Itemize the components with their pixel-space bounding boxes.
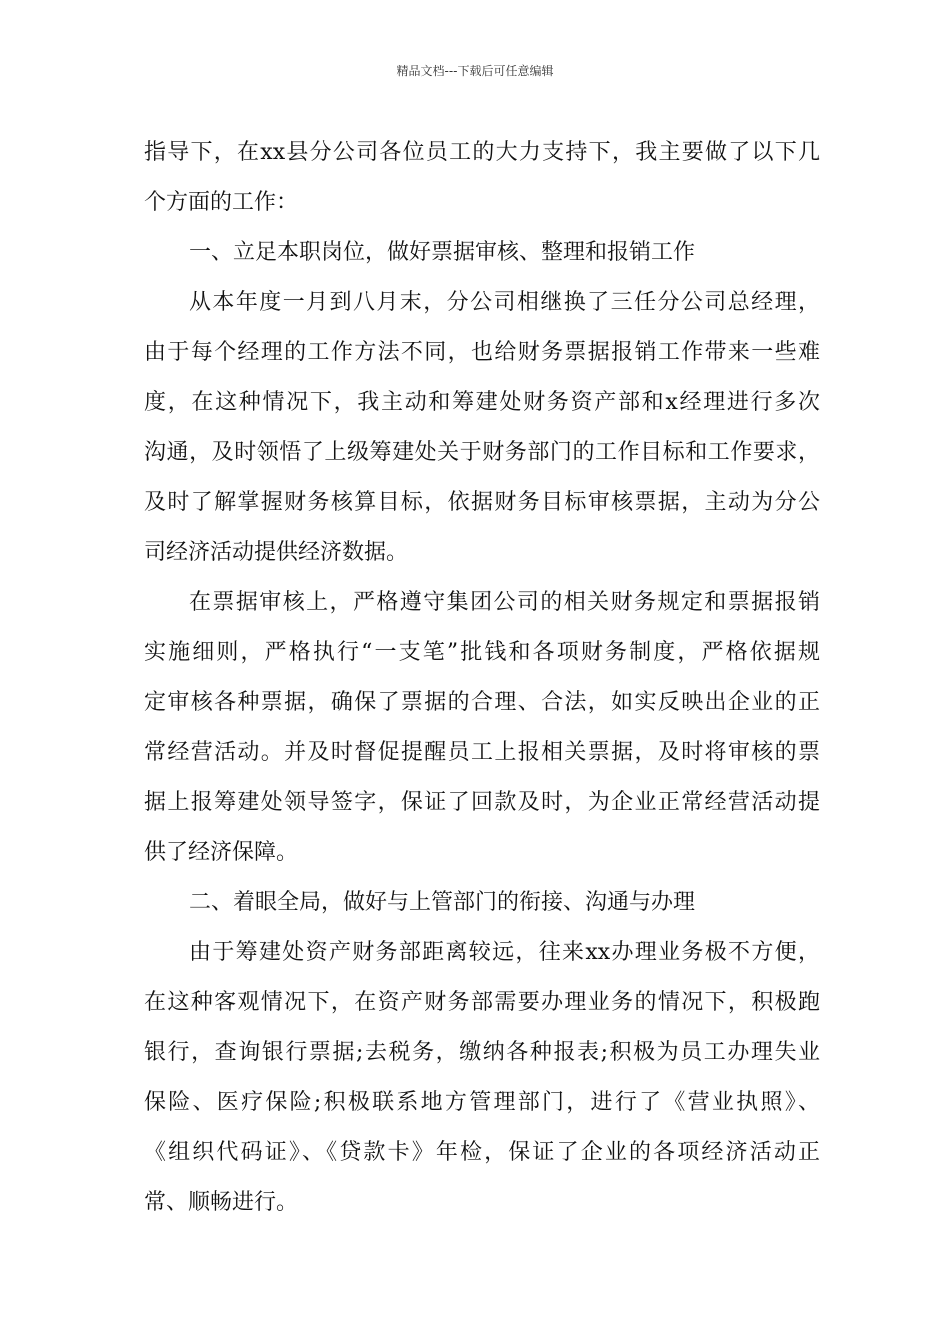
text-line: 由于每个经理的工作方法不同，也给财务票据报销工作带来一些难 bbox=[144, 340, 820, 365]
section-heading: 一、立足本职岗位，做好票据审核、整理和报销工作 bbox=[189, 240, 696, 265]
text-line: 个方面的工作： bbox=[144, 190, 299, 215]
document-body bbox=[144, 128, 820, 1228]
text-line: 司经济活动提供经济数据。 bbox=[144, 540, 409, 565]
text-line: 保险、医疗保险;积极联系地方管理部门，进行了《营业执照》、 bbox=[144, 1090, 820, 1115]
text-line: 常、顺畅进行。 bbox=[144, 1190, 299, 1215]
text-line: 由于筹建处资产财务部距离较远，往来xx办理业务极不方便， bbox=[189, 940, 820, 965]
text-line: 常经营活动。并及时督促提醒员工上报相关票据，及时将审核的票 bbox=[144, 740, 820, 765]
page-header: 精品文档---下载后可任意编辑 bbox=[396, 64, 554, 78]
text-line: 实施细则，严格执行“一支笔”批钱和各项财务制度，严格依据规 bbox=[144, 640, 820, 665]
text-line: 定审核各种票据，确保了票据的合理、合法，如实反映出企业的正 bbox=[144, 690, 820, 715]
text-line: 及时了解掌握财务核算目标，依据财务目标审核票据，主动为分公 bbox=[144, 490, 820, 515]
text-line: 据上报筹建处领导签字，保证了回款及时，为企业正常经营活动提 bbox=[144, 790, 820, 815]
text-line: 在票据审核上，严格遵守集团公司的相关财务规定和票据报销 bbox=[189, 590, 820, 615]
text-line: 从本年度一月到八月末，分公司相继换了三任分公司总经理， bbox=[189, 290, 820, 315]
text-line: 度，在这种情况下，我主动和筹建处财务资产部和x经理进行多次 bbox=[144, 390, 820, 415]
text-line: 指导下，在xx县分公司各位员工的大力支持下，我主要做了以下几 bbox=[144, 140, 820, 165]
section-heading: 二、着眼全局，做好与上管部门的衔接、沟通与办理 bbox=[189, 890, 696, 915]
text-line: 沟通，及时领悟了上级筹建处关于财务部门的工作目标和工作要求， bbox=[144, 440, 820, 465]
text-line: 供了经济保障。 bbox=[144, 840, 299, 865]
text-line: 银行，查询银行票据;去税务，缴纳各种报表;积极为员工办理失业 bbox=[144, 1040, 820, 1065]
text-line: 《组织代码证》、《贷款卡》年检，保证了企业的各项经济活动正 bbox=[144, 1140, 820, 1165]
text-line: 在这种客观情况下，在资产财务部需要办理业务的情况下，积极跑 bbox=[144, 990, 820, 1015]
